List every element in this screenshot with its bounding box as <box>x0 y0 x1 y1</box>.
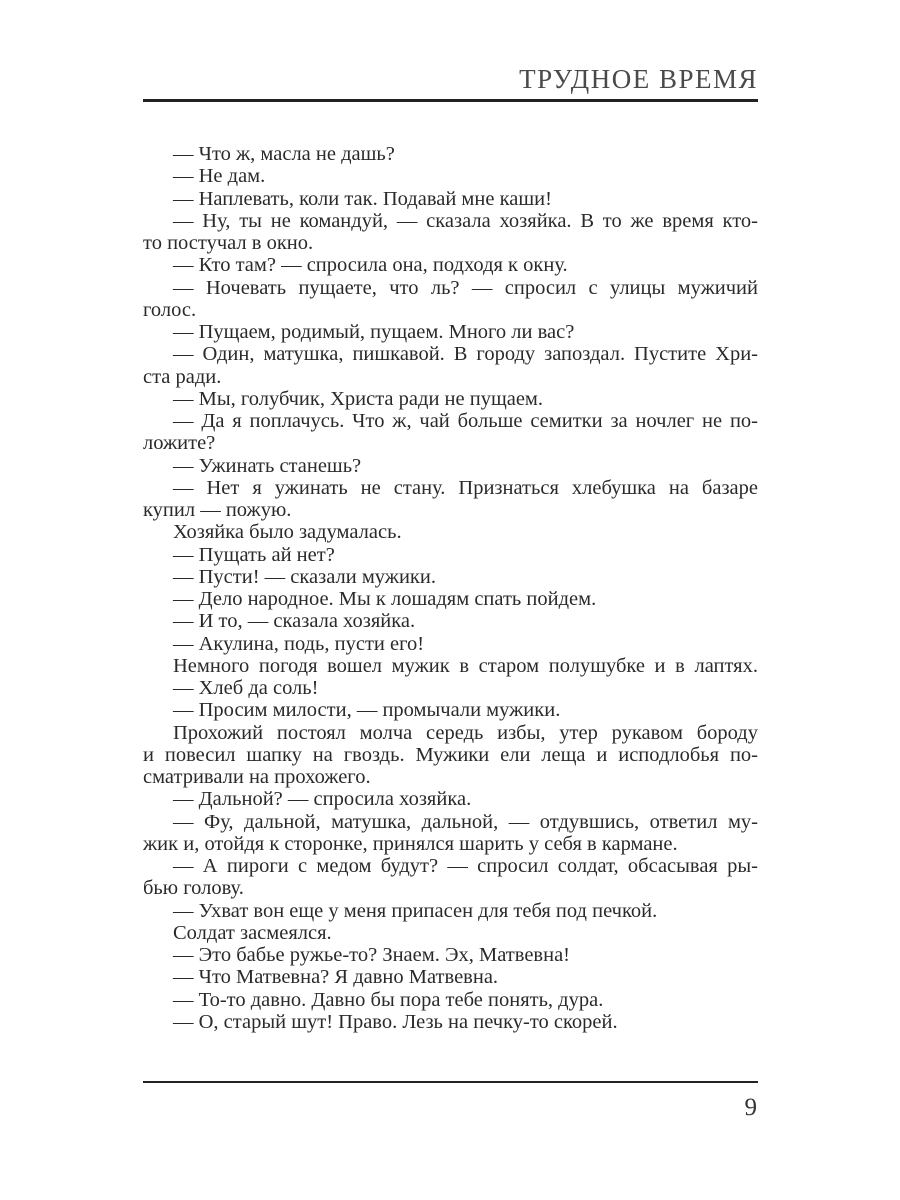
text-line: — Дальной? — спросила хозяйка. <box>173 788 472 811</box>
text-line: ложите? <box>143 432 216 455</box>
text-line: голос. <box>143 298 197 321</box>
text-line: сматривали на прохожего. <box>143 766 371 788</box>
text-line: и повесил шапку на гвоздь. Мужики ели леща и исподлобья по- <box>143 743 758 766</box>
text-line: — Акулина, подь, пусти его! <box>173 632 425 655</box>
text-line: — Да я поплачусь. Что ж, чай больше семитки за ночлег не по- <box>173 410 758 432</box>
text-line: — Что ж, масла не дашь? <box>173 143 395 165</box>
footer-rule <box>143 1081 758 1083</box>
text-line: Немного погодя вошел мужик в старом полушубке и в лаптях. <box>173 654 758 677</box>
text-line: — Кто там? — спросила она, подходя к окну. <box>173 254 568 277</box>
header-rule <box>143 99 758 102</box>
text-line: — И то, — сказала хозяйка. <box>173 610 416 633</box>
text-line: — Хлеб да соль! <box>173 677 319 699</box>
text-line: купил — пожую. <box>143 499 292 521</box>
page-number: 9 <box>744 1094 757 1121</box>
running-head-title: ТРУДНОЕ ВРЕМЯ <box>519 64 758 94</box>
text-line: — Один, матушка, пишкавой. В городу запоздал. Пустите Хри- <box>173 343 758 366</box>
text-line: — Мы, голубчик, Христа ради не пущаем. <box>173 387 544 410</box>
text-line: — Дело народное. Мы к лошадям спать пойдем. <box>173 588 597 610</box>
text-line: — Ухват вон еще у меня припасен для тебя под печкой. <box>173 899 658 922</box>
text-line: — Что Матвевна? Я давно Матвевна. <box>173 966 499 989</box>
body-text <box>143 143 758 1033</box>
text-line: — А пироги с медом будут? — спросил солдат, обсасывая ры- <box>173 855 758 877</box>
text-line: — О, старый шут! Право. Лезь на печку-то скорей. <box>173 1010 618 1033</box>
text-line: бью голову. <box>143 877 244 900</box>
text-line: Солдат засмеялся. <box>173 921 332 944</box>
text-line: ста ради. <box>143 365 222 388</box>
text-line: — Ночевать пущаете, что ль? — спросил с улицы мужичий <box>173 276 758 299</box>
text-line: — Ну, ты не командуй, — сказала хозяйка. В то же время кто- <box>173 209 758 232</box>
text-line: жик и, отойдя к сторонке, принялся шарить у себя в кармане. <box>143 832 678 855</box>
text-line: Прохожий постоял молча середь избы, утер рукавом бороду <box>173 721 758 744</box>
text-line: — Пусти! — сказали мужики. <box>173 565 436 588</box>
text-line: — Ужинать станешь? <box>173 454 362 477</box>
text-line: — То-то давно. Давно бы пора тебе понять, дура. <box>173 988 604 1011</box>
text-line: Хозяйка было задумалась. <box>173 521 402 544</box>
text-line: — Пущаем, родимый, пущаем. Много ли вас? <box>173 321 575 343</box>
text-line: — Наплевать, коли так. Подавай мне каши! <box>173 187 552 210</box>
text-line: — Просим милости, — промычали мужики. <box>173 699 561 722</box>
text-line: то постучал в окно. <box>143 232 314 254</box>
text-line: — Фу, дальной, матушка, дальной, — отдувшись, ответил му- <box>173 810 758 833</box>
text-line: — Не дам. <box>173 165 266 188</box>
text-line: — Нет я ужинать не стану. Признаться хлебушка на базаре <box>173 476 758 499</box>
text-line: — Это бабье ружье-то? Знаем. Эх, Матвевна! <box>173 944 570 966</box>
text-line: — Пущать ай нет? <box>173 543 335 566</box>
